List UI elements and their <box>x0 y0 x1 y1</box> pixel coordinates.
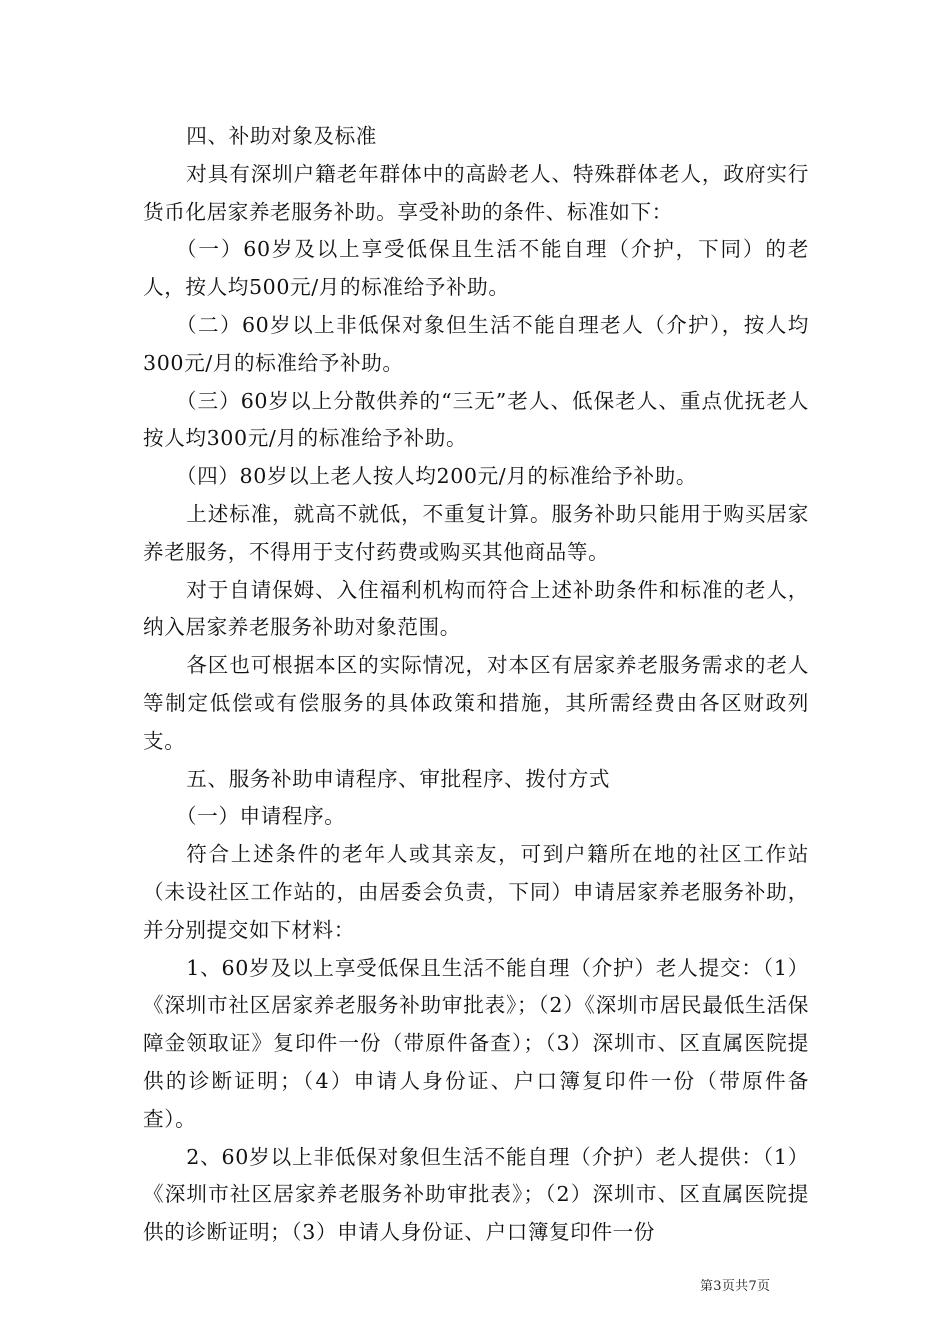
list-item: （三）60岁以上分散供养的“三无”老人、低保老人、重点优抚老人按人均300元/月的标准给予补助。 <box>143 388 809 451</box>
section-heading-5: 五、服务补助申请程序、审批程序、拨付方式 <box>186 766 611 791</box>
subsection-heading: （一）申请程序。 <box>175 804 346 829</box>
list-item: （一）60岁及以上享受低保且生活不能自理（介护，下同）的老人，按人均500元/月的标准给予补助。 <box>143 237 809 300</box>
paragraph: 对于自请保姆、入住福利机构而符合上述补助条件和标准的老人，纳入居家养老服务补助对象范围。 <box>143 577 809 640</box>
paragraph: 2、60岁以上非低保对象但生活不能自理（介护）老人提供：（1）《深圳市社区居家养老服务补助审批表》；（2）深圳市、区直属医院提供的诊断证明；（3）申请人身份证、户口簿复印件一份 <box>143 1144 809 1245</box>
page-number: 第3页共7页 <box>700 1279 771 1294</box>
paragraph: 符合上述条件的老年人或其亲友，可到户籍所在地的社区工作站（未设社区工作站的，由居委会负责，下同）申请居家养老服务补助，并分别提交如下材料： <box>143 842 809 942</box>
paragraph: 1、60岁及以上享受低保且生活不能自理（介护）老人提交：（1）《深圳市社区居家养老服务补助审批表》；（2）《深圳市居民最低生活保障金领取证》复印件一份（带原件备查）；（3）深圳市、区直属医院提供的诊断证明；（4）申请人身份证、户口簿复印件一份（带原件备查）。 <box>143 955 809 1131</box>
list-item: （二）60岁以上非低保对象但生活不能自理老人（介护），按人均300元/月的标准给予补助。 <box>143 312 809 375</box>
list-item: （四）80岁以上老人按人均200元/月的标准给予补助。 <box>175 464 698 489</box>
document-body <box>143 118 809 1252</box>
paragraph: 对具有深圳户籍老年群体中的高龄老人、特殊群体老人，政府实行货币化居家养老服务补助。享受补助的条件、标准如下： <box>143 161 809 224</box>
paragraph: 各区也可根据本区的实际情况，对本区有居家养老服务需求的老人等制定低偿或有偿服务的具体政策和措施，其所需经费由各区财政列支。 <box>143 653 809 753</box>
section-heading-4: 四、补助对象及标准 <box>186 124 377 148</box>
paragraph: 上述标准，就高不就低，不重复计算。服务补助只能用于购买居家养老服务，不得用于支付药费或购买其他商品等。 <box>143 501 809 564</box>
